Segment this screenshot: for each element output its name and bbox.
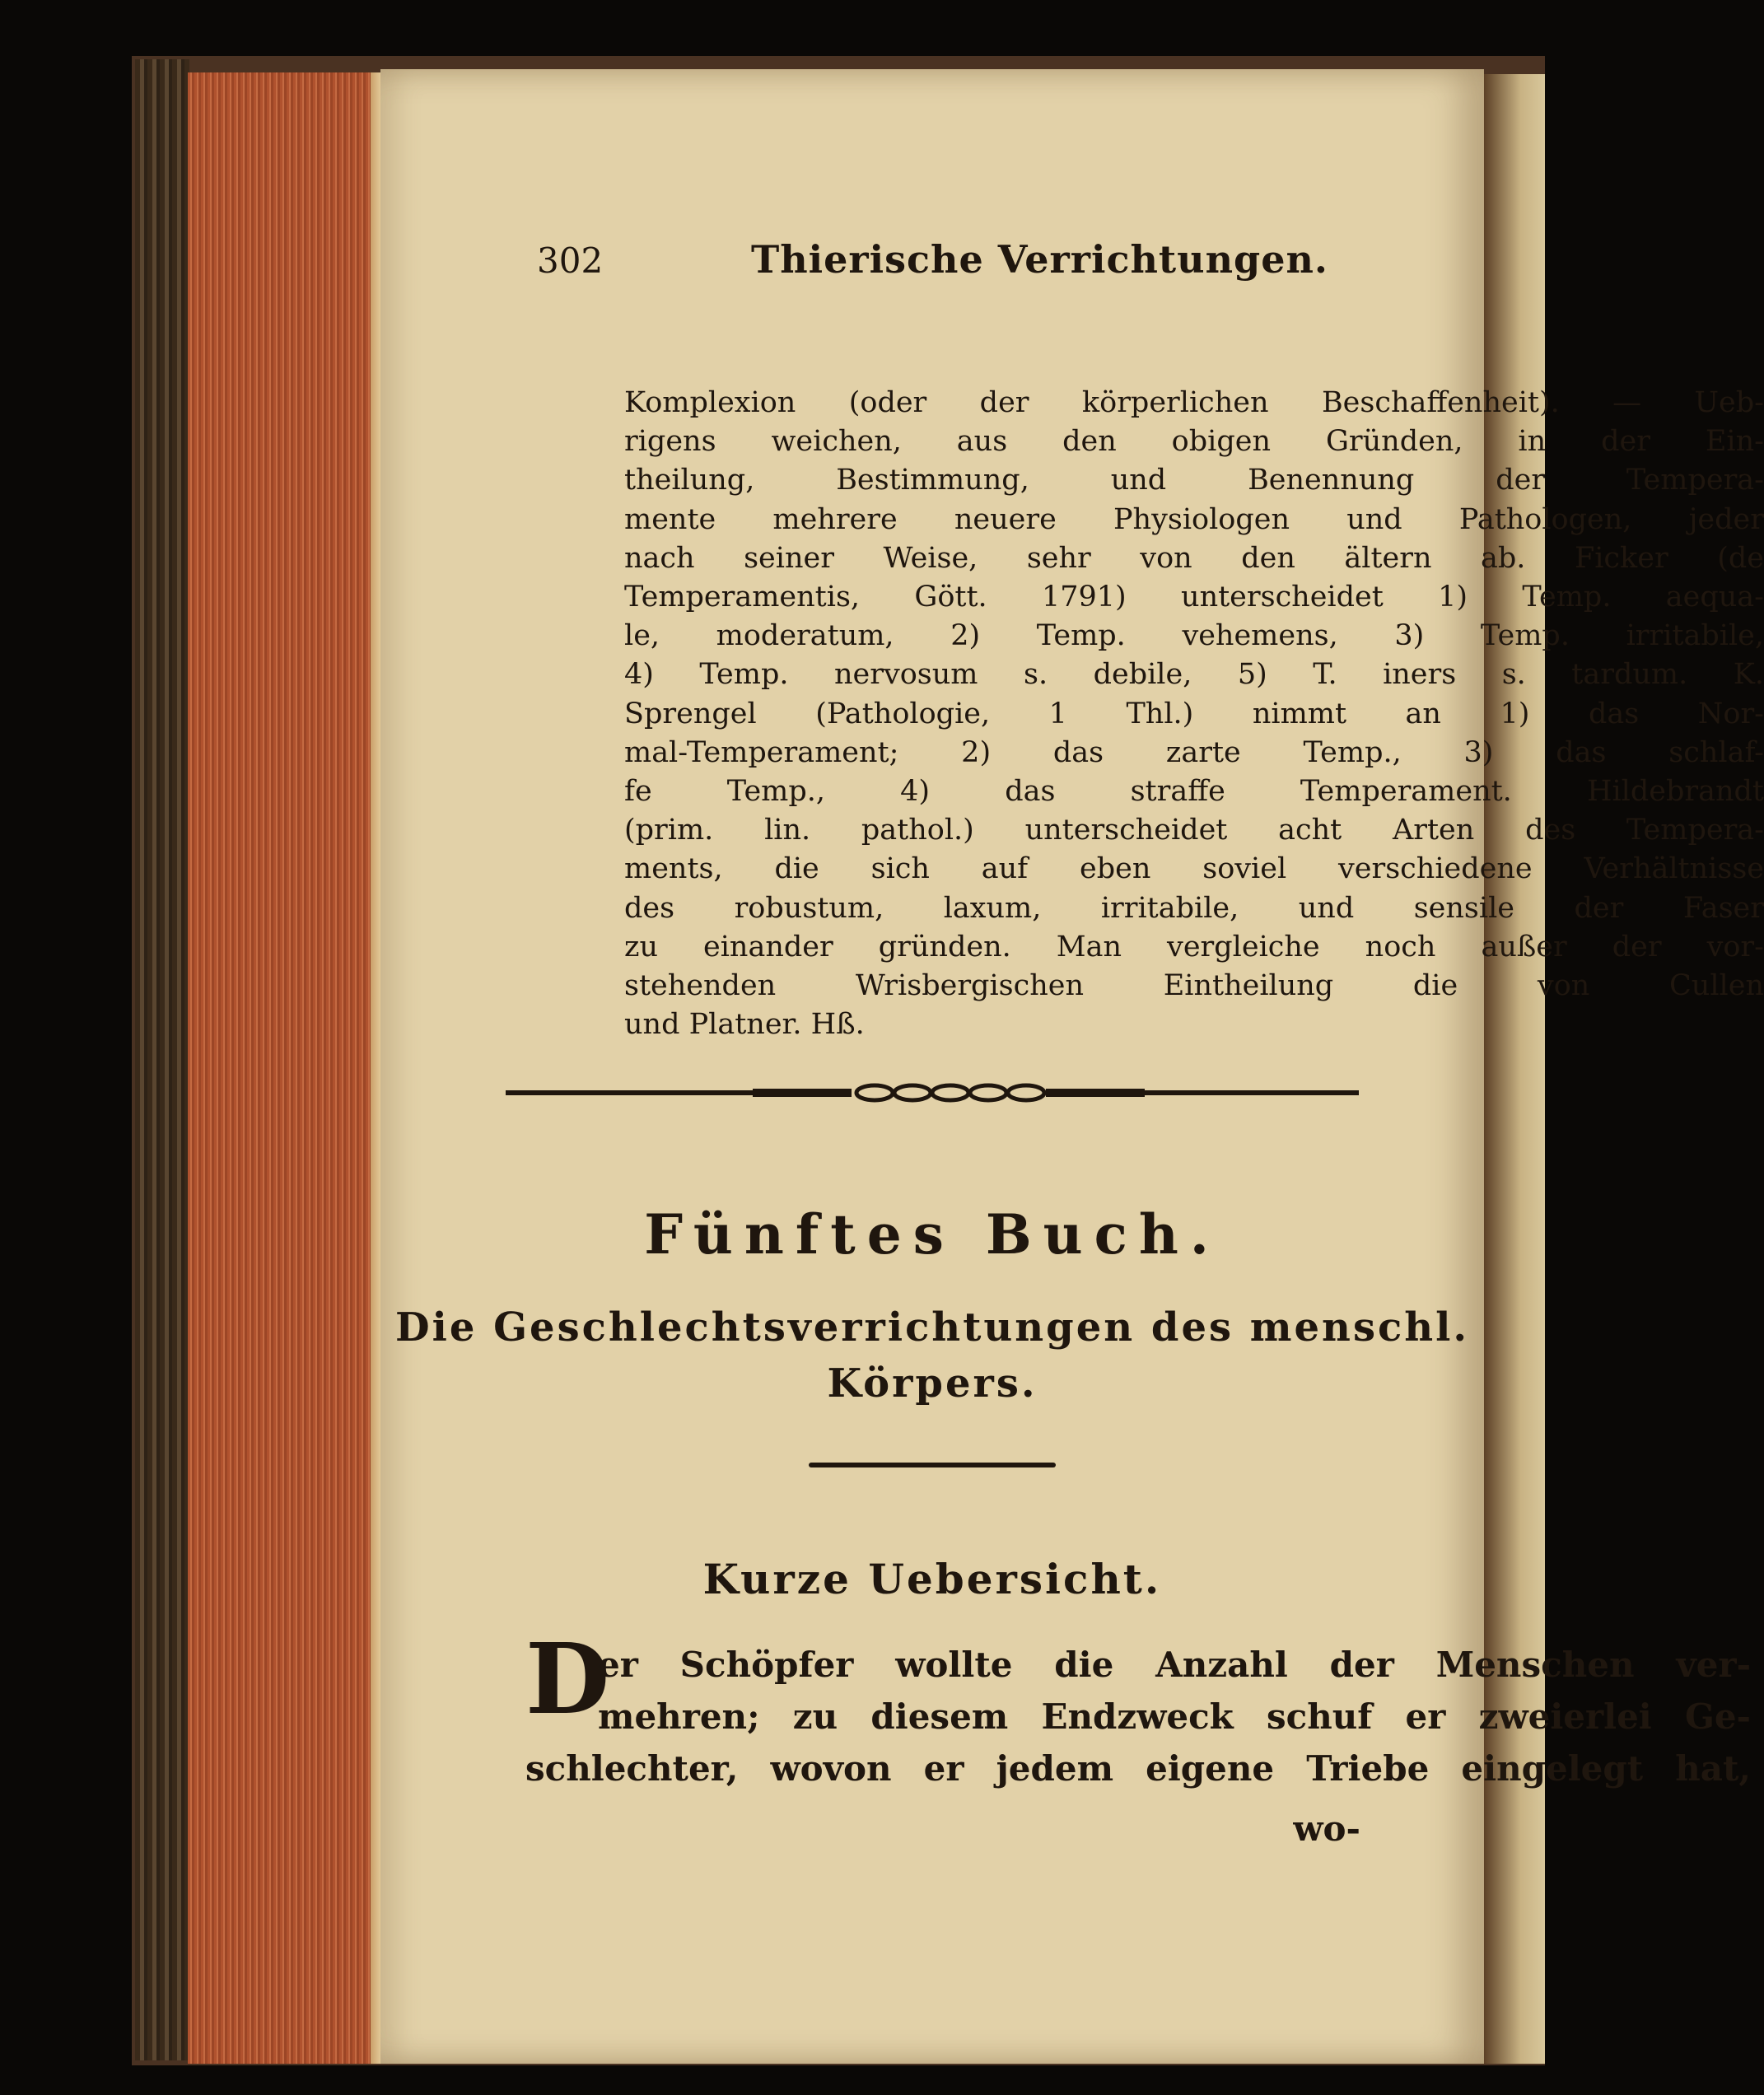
body-text (525, 1639, 1751, 1794)
paragraph-line: mente mehrere neuere Physiologen und Pathologen, jeder (624, 502, 1764, 536)
paragraph (624, 384, 1764, 1044)
paragraph-line: mal-Temperament; 2) das zarte Temp., 3) das schlaf- (624, 735, 1764, 769)
paragraph-line: des robustum, laxum, irritabile, und sensile der Faser (624, 891, 1764, 925)
book-subtitle-continued: Körpers. (827, 1360, 1038, 1407)
paragraph-line: le, moderatum, 2) Temp. vehemens, 3) Temp. irritabile, (624, 619, 1764, 653)
book-page (380, 69, 1764, 2064)
body-line: er Schöpfer wollte die Anzahl der Menschen ver- (598, 1645, 1751, 1685)
paragraph-line: fe Temp., 4) das straffe Temperament. Hildebrandt (624, 775, 1764, 809)
paragraph-line: ments, die sich auf eben soviel verschiedene Verhältnisse (624, 852, 1764, 886)
paragraph-line: zu einander gründen. Man vergleiche noch außer der vor- (624, 930, 1764, 964)
section-heading: Kurze Uebersicht. (702, 1555, 1162, 1603)
paragraph-line: 4) Temp. nervosum s. debile, 5) T. iners s. tardum. K. (624, 658, 1764, 692)
running-title: Thierische Verrichtungen. (751, 237, 1328, 282)
paragraph-line: Temperamentis, Gött. 1791) unterscheidet 1) Temp. aequa- (624, 581, 1764, 614)
paragraph-line: rigens weichen, aus den obigen Gründen, in der Ein- (624, 425, 1764, 459)
ornament-divider (506, 1082, 1359, 1103)
page-edges (188, 72, 371, 2064)
drop-cap: D (525, 1621, 610, 1736)
paragraph-line: und Platner. Hß. (624, 1008, 865, 1042)
catchword: wo- (1293, 1808, 1360, 1849)
paragraph-line: nach seiner Weise, sehr von den ältern ab. Ficker (de (624, 541, 1764, 575)
book-heading: Fünftes Buch. (644, 1202, 1220, 1267)
paragraph-line: Komplexion (oder der körperlichen Beschaffenheit). — Ueb- (624, 386, 1764, 419)
book-cover-edge (135, 59, 189, 2060)
paragraph-line: Sprengel (Pathologie, 1 Thl.) nimmt an 1) das Nor- (624, 697, 1764, 730)
paragraph-line: (prim. lin. pathol.) unterscheidet acht Arten des Tempera- (624, 814, 1764, 847)
short-rule (809, 1463, 1056, 1467)
paragraph-line: stehenden Wrisbergischen Eintheilung die von Cullen (624, 969, 1764, 1003)
page-number: 302 (537, 240, 604, 281)
body-line: mehren; zu diesem Endzweck schuf er zweierlei Ge- (598, 1696, 1751, 1737)
paragraph-line: theilung, Bestimmung, und Benennung der Tempera- (624, 464, 1764, 497)
body-line: schlechter, wovon er jedem eigene Triebe eingelegt hat, (525, 1748, 1751, 1789)
book-subtitle: Die Geschlechtsverrichtungen des menschl. (394, 1304, 1470, 1351)
